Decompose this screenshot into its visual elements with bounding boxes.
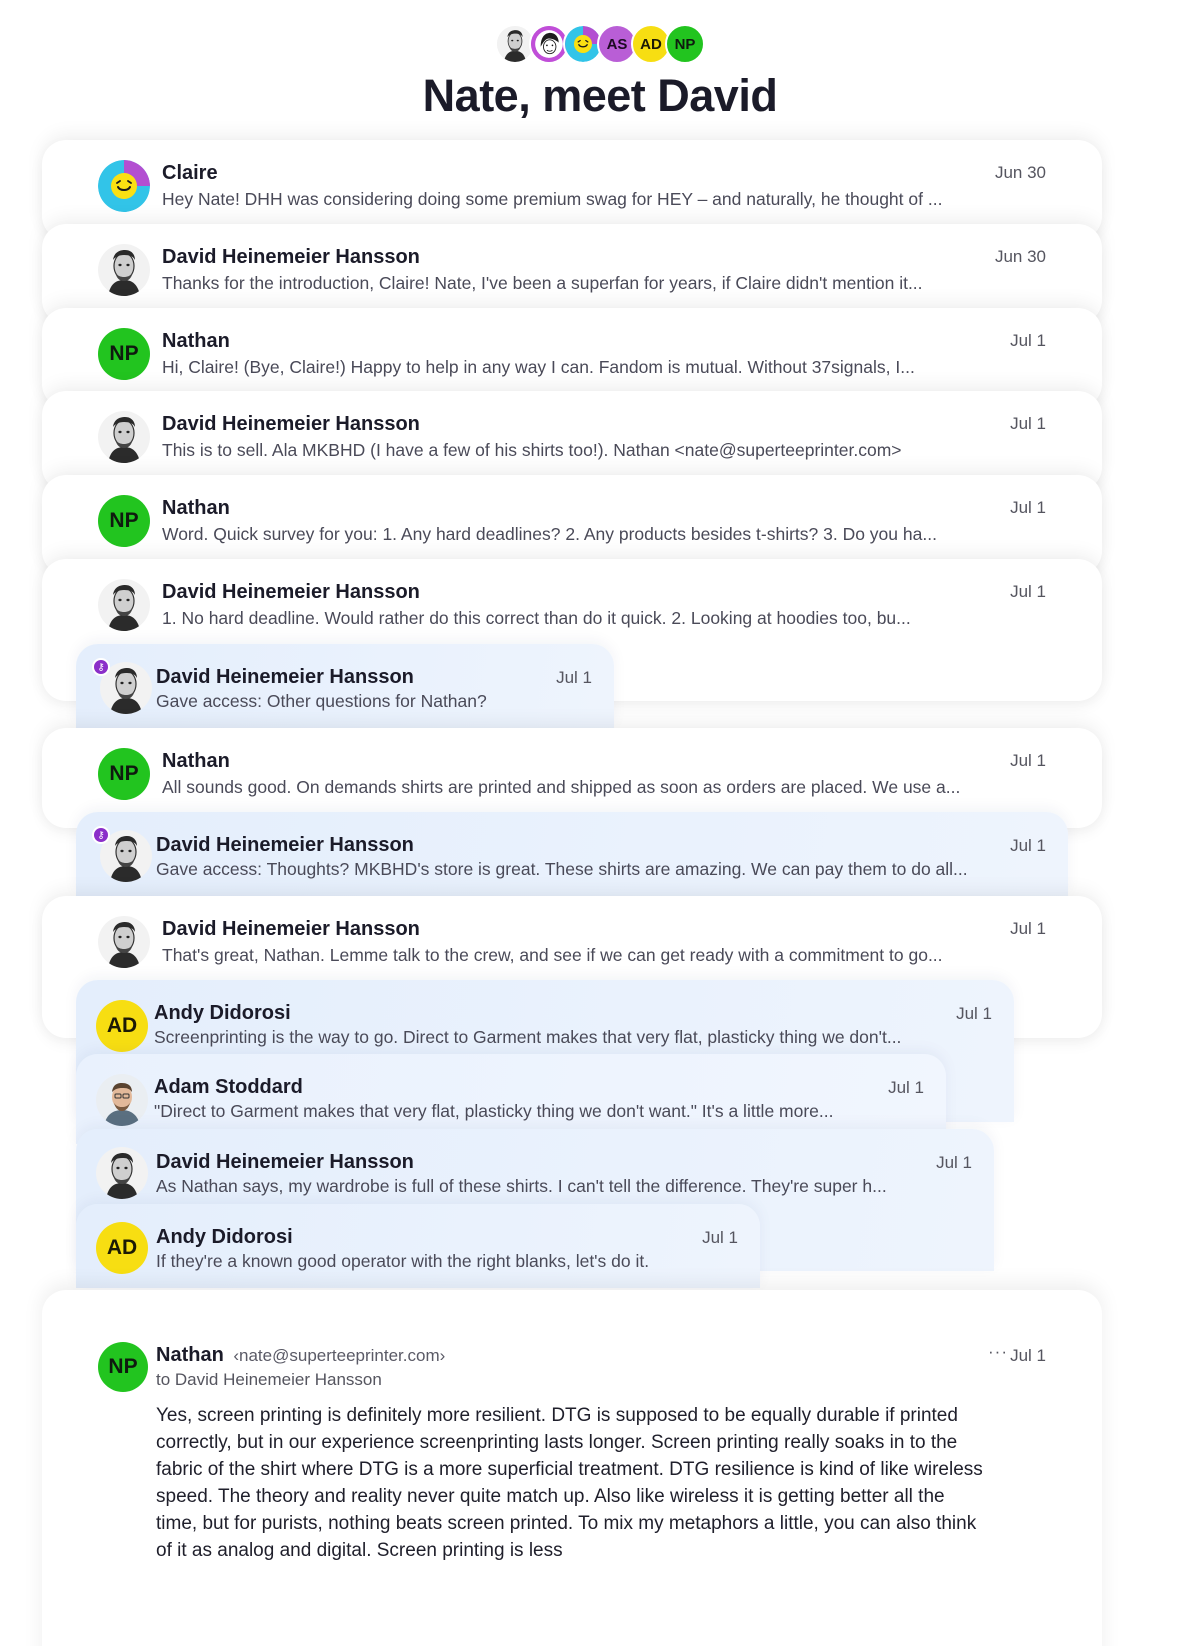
message-from xyxy=(156,1344,445,1367)
message-recipients: to David Heinemeier Hansson xyxy=(156,1370,382,1389)
message-snippet: That's great, Nathan. Lemme talk to the crew, and see if we can get ready with a commitment to go... xyxy=(162,945,943,965)
message-snippet: All sounds good. On demands shirts are printed and shipped as soon as orders are placed. We use a... xyxy=(162,777,961,797)
key-icon: ⚷ xyxy=(92,658,110,676)
message-snippet: "Direct to Garment makes that very flat, plasticky thing we don't want." It's a little more... xyxy=(154,1101,834,1121)
message-date: Jul 1 xyxy=(1010,1346,1046,1365)
message-snippet: Word. Quick survey for you: 1. Any hard deadlines? 2. Any products besides t-shirts? 3. Do you ha... xyxy=(162,524,937,544)
message-date: Jul 1 xyxy=(556,668,592,687)
key-icon: ⚷ xyxy=(92,826,110,844)
avatar-ad: AD xyxy=(96,1000,148,1052)
avatar-dhh xyxy=(96,1147,148,1199)
avatar-adam xyxy=(96,1074,148,1126)
message-sender: Andy Didorosi xyxy=(156,1226,293,1248)
avatar-dhh xyxy=(98,579,150,631)
message-date: Jul 1 xyxy=(1010,331,1046,350)
message-date: Jun 30 xyxy=(994,247,1046,266)
message-snippet: This is to sell. Ala MKBHD (I have a few of his shirts too!). Nathan <nate@superteeprinter.com> xyxy=(162,440,902,460)
message-snippet: Hi, Claire! (Bye, Claire!) Happy to help in any way I can. Fandom is mutual. Without 37signals, I... xyxy=(162,357,915,377)
thread-title: Nate, meet David xyxy=(422,70,778,121)
avatar-dhh xyxy=(98,916,150,968)
message-date: Jul 1 xyxy=(956,1004,992,1023)
more-options-icon[interactable]: ··· xyxy=(988,1342,1008,1361)
participant-avatar-ad[interactable]: AD xyxy=(631,24,671,64)
message-sender: Claire xyxy=(162,162,218,184)
participant-avatar-as[interactable]: AS xyxy=(597,24,637,64)
message-date: Jul 1 xyxy=(1010,919,1046,938)
message-date: Jul 1 xyxy=(888,1078,924,1097)
message-sender: Adam Stoddard xyxy=(154,1076,303,1098)
avatar-ad: AD xyxy=(96,1222,148,1274)
message-date: Jul 1 xyxy=(1010,582,1046,601)
message-date: Jun 30 xyxy=(994,163,1046,182)
message-sender: David Heinemeier Hansson xyxy=(156,666,414,688)
message-date: Jul 1 xyxy=(1010,414,1046,433)
message-sender: Nathan xyxy=(162,330,230,352)
open-message xyxy=(42,1290,1102,1646)
participants-list[interactable] xyxy=(0,24,1200,64)
message-snippet: Gave access: Thoughts? MKBHD's store is great. These shirts are amazing. We can pay them to do all... xyxy=(156,859,968,879)
message-snippet: Screenprinting is the way to go. Direct to Garment makes that very flat, plasticky thing we don't... xyxy=(154,1027,902,1047)
message-snippet: Hey Nate! DHH was considering doing some premium swag for HEY – and naturally, he thought of ... xyxy=(162,189,943,209)
message-snippet: As Nathan says, my wardrobe is full of these shirts. I can't tell the difference. They're super h... xyxy=(156,1176,887,1196)
message-sender: David Heinemeier Hansson xyxy=(162,413,420,435)
message-sender: David Heinemeier Hansson xyxy=(156,834,414,856)
message-sender: Nathan xyxy=(162,497,230,519)
message-snippet: Gave access: Other questions for Nathan? xyxy=(156,691,487,711)
shared-message-row[interactable] xyxy=(76,1204,760,1288)
message-sender: David Heinemeier Hansson xyxy=(162,918,420,940)
message-snippet: Thanks for the introduction, Claire! Nate, I've been a superfan for years, if Claire didn't mention it... xyxy=(162,273,923,293)
message-date: Jul 1 xyxy=(1010,836,1046,855)
message-sender: Andy Didorosi xyxy=(154,1002,291,1024)
message-sender[interactable]: Nathan xyxy=(156,1344,224,1366)
message-snippet: 1. No hard deadline. Would rather do this correct than do it quick. 2. Looking at hoodies too, bu... xyxy=(162,608,911,628)
message-sender: David Heinemeier Hansson xyxy=(156,1151,414,1173)
message-snippet: If they're a known good operator with the right blanks, let's do it. xyxy=(156,1251,650,1271)
message-sender: David Heinemeier Hansson xyxy=(162,246,420,268)
avatar-dhh xyxy=(98,244,150,296)
message-date: Jul 1 xyxy=(702,1228,738,1247)
avatar-np: NP xyxy=(98,495,150,547)
thread-header xyxy=(0,0,1200,140)
message-sender: Nathan xyxy=(162,750,230,772)
avatar-claire xyxy=(98,160,150,212)
avatar-np: NP xyxy=(98,328,150,380)
shared-message-row[interactable] xyxy=(76,812,1068,896)
shared-message-row[interactable] xyxy=(76,644,614,728)
message-sender: David Heinemeier Hansson xyxy=(162,581,420,603)
avatar-np: NP xyxy=(98,748,150,800)
avatar-dhh xyxy=(98,411,150,463)
participant-avatar-np[interactable]: NP xyxy=(665,24,705,64)
message-date: Jul 1 xyxy=(1010,751,1046,770)
message-body: Yes, screen printing is definitely more resilient. DTG is supposed to be equally durable if printed correctly, but in our experience screenprinting lasts longer. Screen printing really soaks in to the fabric of the shirt where DTG is a more superficial treatment. DTG resilience is kind of like wireless speed. The theory and reality never quite match up. Also like wireless it is getting better all the time, but for purists, nothing beats screen printed. To mix my metaphors a little, you can also think of it as analog and digital. Screen printing is less xyxy=(156,1405,983,1561)
avatar-np: NP xyxy=(98,1342,148,1392)
message-date: Jul 1 xyxy=(936,1153,972,1172)
message-date: Jul 1 xyxy=(1010,498,1046,517)
sender-email[interactable]: ‹nate@superteeprinter.com› xyxy=(233,1346,446,1365)
